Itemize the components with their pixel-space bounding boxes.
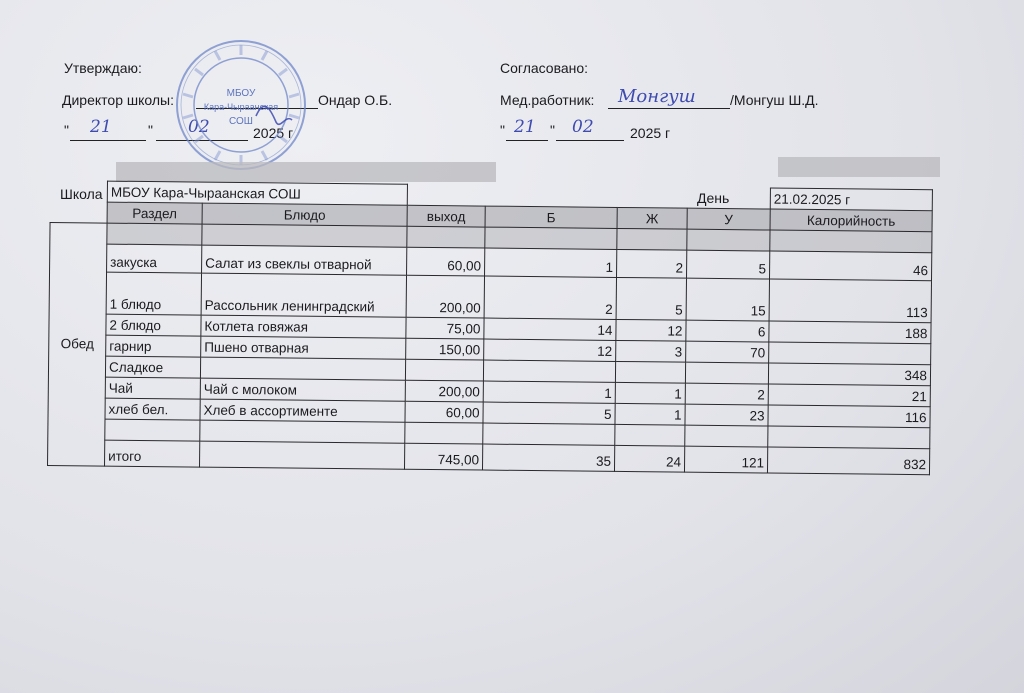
- school-name: МБОУ Кара-Чыраанская СОШ: [107, 181, 407, 205]
- total-label: итого: [105, 440, 200, 467]
- agreed-year: 2025 г: [630, 125, 671, 141]
- agreed-quote-open: ": [500, 122, 505, 138]
- agreed-label: Согласовано:: [500, 60, 589, 76]
- director-name: Ондар О.Б.: [318, 92, 393, 108]
- approve-year: 2025 г: [253, 125, 294, 141]
- med-signature: Монгуш: [618, 86, 696, 107]
- agreed-quote-close: ": [550, 122, 555, 138]
- agreed-month: 02: [572, 117, 594, 137]
- approve-quote-open: ": [64, 122, 69, 138]
- total-calories: 832: [767, 447, 929, 475]
- table-row: гарнир Пшено отварная 150,00 12 3 70: [49, 334, 931, 364]
- stamp-text-1: МБОУ: [226, 88, 256, 99]
- meal-name: Обед: [48, 223, 108, 467]
- approve-label: Утверждаю:: [64, 60, 142, 76]
- menu-table: [47, 180, 933, 475]
- director-label: Директор школы:: [62, 92, 174, 108]
- school-label: Школа: [60, 186, 103, 202]
- approve-day: 21: [90, 117, 112, 137]
- table-row: Чай Чай с молоком 200,00 1 1 2 21: [48, 376, 930, 406]
- col-protein: Б: [485, 206, 617, 228]
- total-protein: 35: [482, 444, 614, 471]
- col-fat: Ж: [617, 207, 687, 229]
- shaded-band-right: [778, 157, 940, 177]
- col-output: выход: [407, 205, 485, 227]
- agreed-day-line: [506, 140, 548, 141]
- stamp-text-3: СОШ: [229, 116, 253, 127]
- med-signature-line: [608, 108, 730, 109]
- table-row: закуска Салат из свеклы отварной 60,00 1 2 5 46: [50, 244, 932, 281]
- table-row: 2 блюдо Котлета говяжая 75,00 14 12 6 188: [49, 313, 931, 343]
- med-label: Мед.работник:: [500, 92, 595, 108]
- approve-quote-close: ": [148, 122, 153, 138]
- total-output: 745,00: [404, 443, 482, 470]
- col-calories: Калорийность: [770, 209, 932, 232]
- shaded-band-left: [116, 162, 496, 182]
- approve-day-line: [70, 140, 146, 141]
- med-name: /Монгуш Ш.Д.: [730, 92, 819, 108]
- table-row: хлеб бел. Хлеб в ассортименте 60,00 5 1 23 116: [48, 397, 930, 427]
- total-fat: 24: [614, 445, 684, 472]
- col-carbs: У: [687, 208, 770, 230]
- agreed-day: 21: [514, 117, 536, 137]
- col-dish: Блюдо: [202, 203, 407, 226]
- table-row: 1 блюдо Рассольник ленинградский 200,00 2 5 15 113: [49, 272, 931, 323]
- approve-month: 02: [188, 117, 210, 137]
- menu-date: 21.02.2025 г: [770, 188, 932, 211]
- official-stamp: [172, 36, 310, 174]
- agreed-month-line: [556, 140, 624, 141]
- day-label: День: [697, 190, 730, 206]
- total-carbs: 121: [684, 446, 767, 473]
- table-row: Сладкое 348: [48, 355, 930, 385]
- col-section: Раздел: [107, 202, 202, 224]
- stamp-text-2: Кара-Чыраанская: [203, 102, 279, 112]
